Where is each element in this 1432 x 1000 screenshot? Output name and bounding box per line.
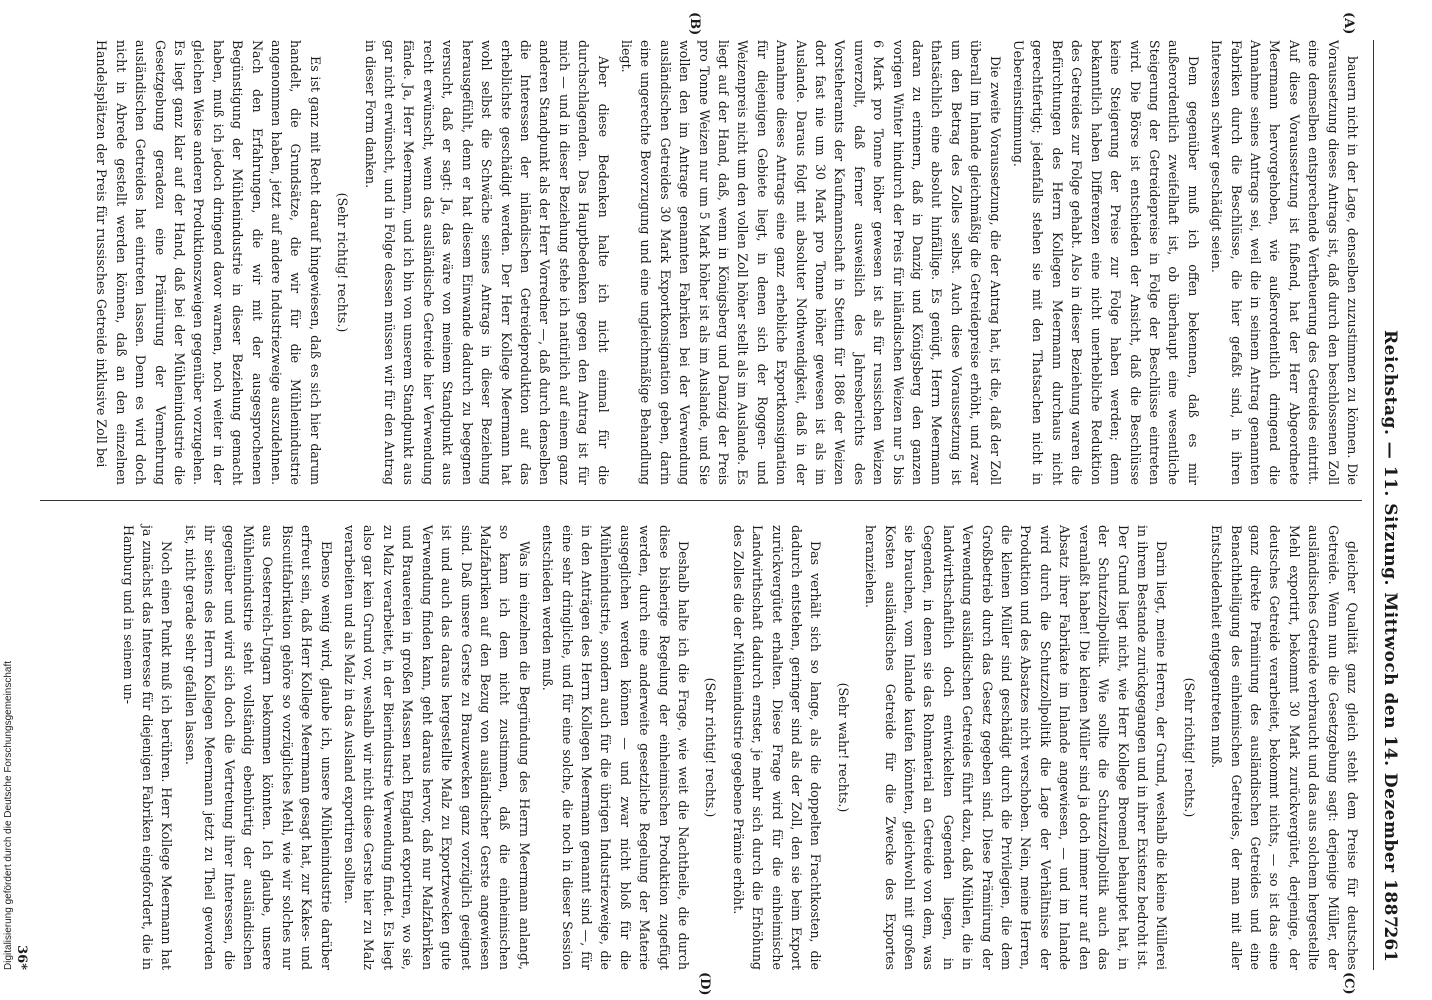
right-column	[40, 525, 1362, 970]
paragraph: Aber diese Bedenken halte ich nicht einmal für die durchschlagenden. Das Hauptbedenken gegen den Antrag ist für mich — und in dieser Beziehung stehe ich natürlich auf einem ganz anderen Standpunkt als der Herr Vorredner —, daß durch denselben die Interessen der inländischen Getreideproduktion auf das erheblichste geschädigt werden. Der Herr Kollege Meermann hat wohl selbst die Schwäche seines Antrags in dieser Beziehung herausgefühlt, denn er hat diesem Einwande dadurch zu begegnen versucht, daß er sagt: Ja, das wäre von meinem Standpunkt aus recht erwünscht, wenn das ausländische Getreide hier Verwendung fände. Ja, Herr Meermann, und ich bin von unserem Standpunkt aus gar nicht erwünscht, und in Folge dessen müssen wir für den Antrag in dieser Form danken.	[362, 40, 611, 485]
dfg-credit: Digitalisierung gefördert durch die Deutsche Forschungsgemeinschaft	[3, 660, 14, 970]
paragraph: Ebenso wenig wird, glaube ich, unsere Mühlenindustrie darüber erfreut sein, daß Herr Kollege Meermann gesagt hat, zur Kakes- und Biscuitfabrikation gehöre so vorzügliches Mehl, wie wir solches nur aus Oesterreich-Ungarn bekommen könnten. Ich glaube, unsere Mühlenindustrie steht vollständig ebenbürtig der ausländischen gegenüber und wird sich doch die Vertretung ihrer Interessen, die ihr seitens des Herrn Kollegen Meermann jetzt zu Theil geworden ist, nicht gerade sehr gefallen lassen.	[182, 525, 334, 970]
paragraph: gleicher Qualität ganz gleich steht dem Preise für deutsches Getreide. Wenn nun die Gesetzgebung sagt: derjenige Müller, der ausländisches Getreide verbraucht und das aus solchem hergestellte Mehl exportirt, bekommt 30 Mark zurückvergütet, derjenige, der deutsches Getreide verarbeitet, bekommt nichts, — so ist das eine ganz direkte Prämiirung des ausländischen Getreides und eine Benachtheiligung des einheimischen Getreides, der man mit aller Entschiedenheit entgegentreten muß.	[1209, 525, 1360, 970]
paragraph: bauern nicht in der Lage, denselben zuzustimmen zu können. Die Voraussetzung dieses Antrags ist, daß durch den beschlossenen Zoll eine demselben entsprechende Vertheuerung des Getreides eintritt. Auf diese Voraussetzung ist fußend, hat der Herr Abgeordnete Meermann hervorgehoben, wie außerordentlich dringend die Annahme seines Antrags sei, weil die in seinem Antrag genannten Fabriken durch die Beschlüsse, die hier gefaßt sind, in ihren Interessen schwer geschädigt seien.	[1209, 40, 1360, 485]
applause-note: (Sehr richtig! rechts.)	[1181, 677, 1197, 818]
sheet-signature: 36*	[14, 945, 29, 970]
applause-note: (Sehr richtig! rechts.)	[335, 192, 351, 333]
left-column	[40, 40, 1362, 485]
paragraph: Das verhält sich so lange, als die doppelten Frachtkosten, die dadurch entstehen, geringer sind als der Zoll, den sie beim Export zurückvergütet erhalten. Diese Frage wird für die einheimische Landwirthschaft dadurch ernster, je mehr sich durch die Erhöhung des Zolles die der Mühlenindustrie gegebene Prämie erhöht.	[730, 525, 824, 970]
margin-marker-c: (C)	[1341, 972, 1356, 995]
running-title: Reichstag. — 11. Sitzung. Mittwoch den 14. Dezember 1887.	[1380, 330, 1400, 935]
paragraph: Es ist ganz mit Recht darauf hingewiesen, daß es sich hier darum handelt, die Grundsätze, die wir für die Mühlenindustrie angenommen haben, jetzt auf andere Industriezweige auszudehnen. Nach den Erfahrungen, die wir mit der ausgesprochenen Begünstigung der Mühlenindustrie in dieser Beziehung gemacht haben, muß ich jedoch dringend davor warnen, noch weiter in der gleichen Weise anderen Produktionszweigen gegenüber vorzugehen. Es liegt ganz klar auf der Hand, daß bei der Mühlenindustrie die Gesetzgebung geradezu eine Prämiirung der Vermehrung ausländischen Getreides hat eintreten lassen. Denn es wird doch nicht in Abrede gestellt werden können, daß an den einzelnen Handelsplätzen der Preis für russisches Getreide inklusive Zoll bei	[94, 40, 323, 485]
paragraph: Deshalb halte ich die Frage, wie weit die Nachtheile, die durch diese bisherige Regelung der einheimischen Produktion zugefügt werden, durch eine anderweite gesetzliche Regelung der Materie ausgeglichen werden können — und zwar nicht bloß für die Mühlenindustrie, sondern auch für die übrigen Industriezweige, die in den Anträgen des Herrn Kollegen Meermann genannt sind —, für eine sehr dringliche, und für eine solche, die noch in dieser Session entschieden werden muß.	[540, 525, 691, 970]
applause-note: (Sehr richtig! rechts.)	[703, 677, 719, 818]
page-header	[1373, 40, 1404, 970]
margin-marker-a: (A)	[1341, 12, 1356, 35]
column-divider	[40, 500, 1362, 501]
margin-marker-d: (D)	[697, 972, 712, 996]
paragraph: Noch einen Punkt muß ich berühren. Herr Kollege Meermann hat ja zunächst das Interesse für diejenigen Fabriken eingefordert, die in Hamburg und in seinem un-	[120, 525, 175, 970]
page-number: 261	[1380, 926, 1400, 962]
applause-note: (Sehr wahr! rechts.)	[835, 682, 851, 813]
paragraph: Darin liegt, meine Herren, der Grund, weshalb die kleine Müllerei in ihrem Bestande zurückgegangen und in ihrer Existenz bedroht ist. Der Grund liegt nicht, wie Herr Kollege Broemel behauptet hat, in der Schutzzollpolitik. Wie sollte die Schutzzollpolitik auch das veranlaßt haben! Die kleinen Müller sind ja doch immer nur auf den Absatz ihrer Fabrikate im Inlande angewiesen, — und im Inlande wird durch die Schutzzollpolitik die Lage der Verhältnisse der Produktion und des Absatzes nicht verschoben. Nein, meine Herren, die kleinen Müller sind geschädigt durch die Privilegien, die dem Großbetrieb durch das Gesetz gegeben sind. Diese Prämiirung der Verwendung ausländischen Getreides führt dazu, daß Mühlen, die in landwirthschaftlich doch entwickelten Gegenden liegen, in Gegenden, in denen sie das Rohmaterial an Getreide von dem, was sie brauchen, vom Inlande kaufen könnten, gleichwohl mit großen Kosten ausländisches Getreide für die Zwecke des Exportes heranziehen.	[863, 525, 1170, 970]
paragraph: Dem gegenüber muß ich offen bekennen, daß es mir außerordentlich zweifelhaft ist, ob überhaupt eine wesentliche Steigerung der Getreidepreise in Folge der Beschlüsse eintreten wird. Die Börse ist entschieden der Ansicht, daß die Beschlüsse keine Steigerung der Preise zur Folge haben werden; denn bekanntlich haben Differenzen eine nicht unerhebliche Reduktion des Getreides zur Folge gehabt. Also in dieser Beziehung waren die Befürchtungen des Herrn Kollegen Meermann durchaus nicht gerechtfertigt; jedenfalls stehen sie mit den Thatsachen nicht in Uebereinstimmung.	[1011, 40, 1201, 485]
margin-marker-b: (B)	[687, 12, 702, 36]
footer-note	[2, 0, 16, 1000]
paragraph: Was im einzelnen die Begründung des Herrn Meermann anlangt, so kann ich dem nicht zustimmen, daß die einheimischen Malzfabriken auf den Bezug von ausländischer Gerste angewiesen sind. Daß unsere Gerste zu Brauzwecken ganz vorzüglich geeignet ist und auch das daraus hergestellte Malz zu Exportzwecken gute Verwendung finden kann, geht daraus hervor, daß nur Malzfabriken und Brauereien in großen Massen nach England exportiren, wo sie, zu Malz verarbeitet, in der Bierindustrie Verwendung findet. Es liegt also gar kein Grund vor, weshalb wir nicht diese Gerste hier zu Malz verarbeiten und als Malz in das Ausland exportiren sollten.	[342, 525, 532, 970]
paragraph: Die zweite Voraussetzung, die der Antrag hat, ist die, daß der Zoll überall im Inlande gleichmäßig die Getreidepreise erhöht, und zwar um den Betrag des Zolles selbst. Auch diese Voraussetzung ist thatsächlich eine absolut hinfällige. Es genügt, Herrn Meermann daran zu erinnern, daß in Danzig und Königsberg den ganzen vorigen Winter hindurch der Preis für inländischen Weizen nur 5 bis 6 Mark pro Tonne höher gewesen ist als für russischen Weizen unverzollt, daß ferner ausweislich des Jahresberichts des Vorsteheramts der Kaufmannschaft in Stettin für 1886 der Weizen dort fast nie um 30 Mark pro Tonne höher gewesen ist als im Auslande. Daraus folgt mit absoluter Nothwendigkeit, daß in der Annahme dieses Antrags eine ganz erhebliche Exportkonsignation für diejenigen Gebiete liegt, in denen sich der Roggen- und Weizenpreis nicht um den vollen Zoll höher stellt als im Auslande. Es liegt auf der Hand, daß, wenn in Königsberg und Danzig der Preis pro Tonne Weizen nur um 5 Mark höher ist als im Auslande, und Sie wollen den im Antrage genannten Fabriken bei der Verwendung ausländischen Getreides 30 Mark Exportkonsignation geben, darin eine ungerechte Bevorzugung und eine ungleichmäßige Behandlung liegt.	[618, 40, 1003, 485]
